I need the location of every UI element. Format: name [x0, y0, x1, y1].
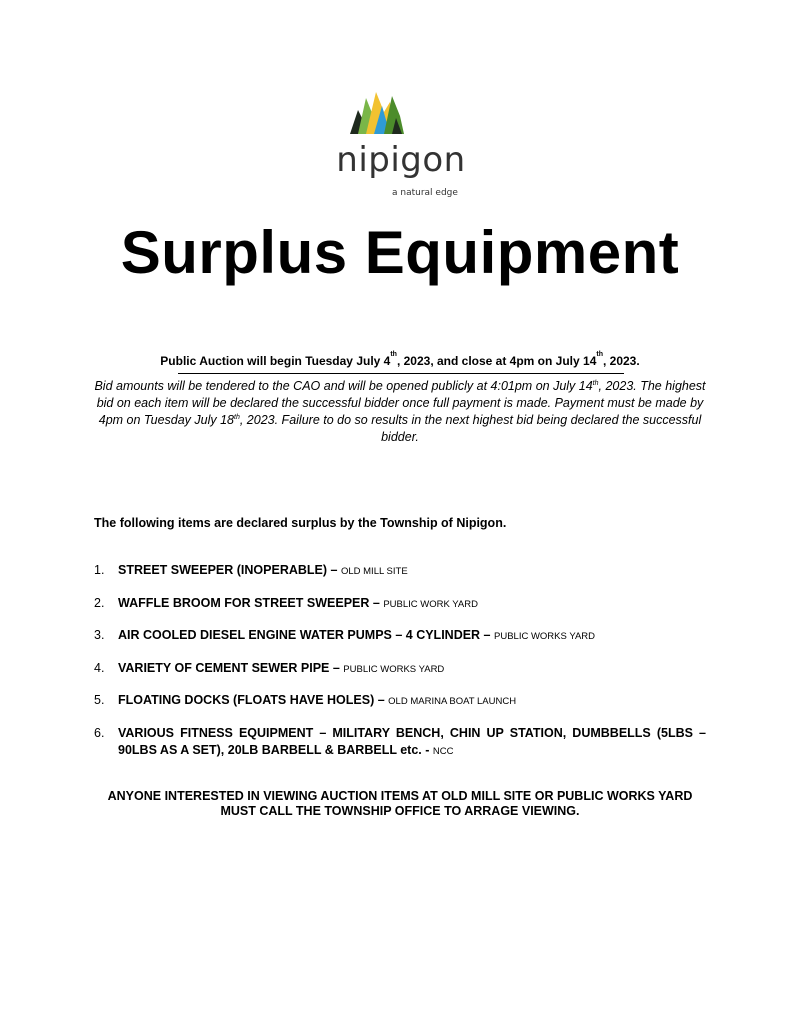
surplus-intro: The following items are declared surplus by the Township of Nipigon. — [94, 516, 507, 530]
item-location: OLD MILL SITE — [340, 566, 408, 577]
viewing-notice: ANYONE INTERESTED IN VIEWING AUCTION ITEMS AT OLD MILL SITE OR PUBLIC WORKS YARD MUST CALL THE TOWNSHIP OFFICE TO ARRAGE VIEWING. — [107, 789, 693, 818]
list-item — [94, 725, 706, 760]
page-title: Surplus Equipment — [120, 219, 680, 286]
bid-sup-2: th — [234, 414, 240, 421]
item-number: 5. — [94, 693, 105, 707]
auction-text-1: Public Auction will begin Tuesday July 4 — [160, 354, 391, 368]
item-location: PUBLIC WORK YARD — [383, 598, 478, 610]
bid-sup-1: th — [592, 380, 599, 387]
item-number: 6. — [94, 725, 105, 740]
list-item — [94, 660, 706, 678]
logo-tagline: a natural edge — [392, 188, 458, 198]
bid-text-3: , 2023. Failure to do so results in the next highest bid being declared the successful bidder. — [239, 413, 702, 444]
list-item — [94, 627, 706, 645]
nipigon-mountain-logo-icon — [344, 88, 408, 140]
surplus-list — [94, 562, 706, 774]
auction-sup-1: th — [390, 351, 397, 358]
auction-text-2: , 2023, and close at 4pm on July 14 — [396, 354, 597, 368]
item-number: 3. — [94, 628, 105, 642]
auction-sup-2: th — [596, 351, 603, 358]
item-number: 4. — [94, 660, 105, 675]
list-item — [94, 595, 706, 613]
item-name: FLOATING DOCKS (FLOATS HAVE HOLES) – — [118, 693, 385, 707]
item-number: 1. — [94, 563, 105, 577]
list-item — [94, 562, 706, 580]
bid-text-2: , 2023. The highest bid on each item will be declared the successful bidder once full payment is made. Payment must be made by 4pm on Tuesday July 18 — [96, 379, 706, 427]
nipigon-logo — [336, 88, 466, 204]
logo-wordmark: nipigon — [336, 140, 466, 180]
item-number: 2. — [94, 595, 105, 610]
item-name: VARIETY OF CEMENT SEWER PIPE – — [118, 660, 340, 675]
auction-text-3: , 2023. — [602, 354, 640, 368]
bid-instructions — [90, 378, 710, 446]
auction-dates — [0, 351, 800, 368]
item-name: STREET SWEEPER (INOPERABLE) – — [118, 563, 338, 577]
item-location: PUBLIC WORKS YARD — [494, 631, 596, 642]
bid-text-1: Bid amounts will be tendered to the CAO and will be opened publicly at 4:01pm on July 14 — [94, 379, 593, 393]
item-location: OLD MARINA BOAT LAUNCH — [388, 696, 517, 707]
item-name: WAFFLE BROOM FOR STREET SWEEPER – — [118, 595, 380, 610]
list-item — [94, 692, 706, 710]
auction-underline — [178, 373, 624, 374]
item-name: AIR COOLED DIESEL ENGINE WATER PUMPS – 4 CYLINDER – — [118, 628, 491, 642]
item-name: VARIOUS FITNESS EQUIPMENT – MILITARY BENCH, CHIN UP STATION, DUMBBELLS (5LBS – 90LBS AS A SET), 20LB BARBELL & BARBELL etc. - — [118, 725, 706, 757]
item-location: NCC — [432, 745, 454, 757]
item-location: PUBLIC WORKS YARD — [343, 663, 445, 675]
